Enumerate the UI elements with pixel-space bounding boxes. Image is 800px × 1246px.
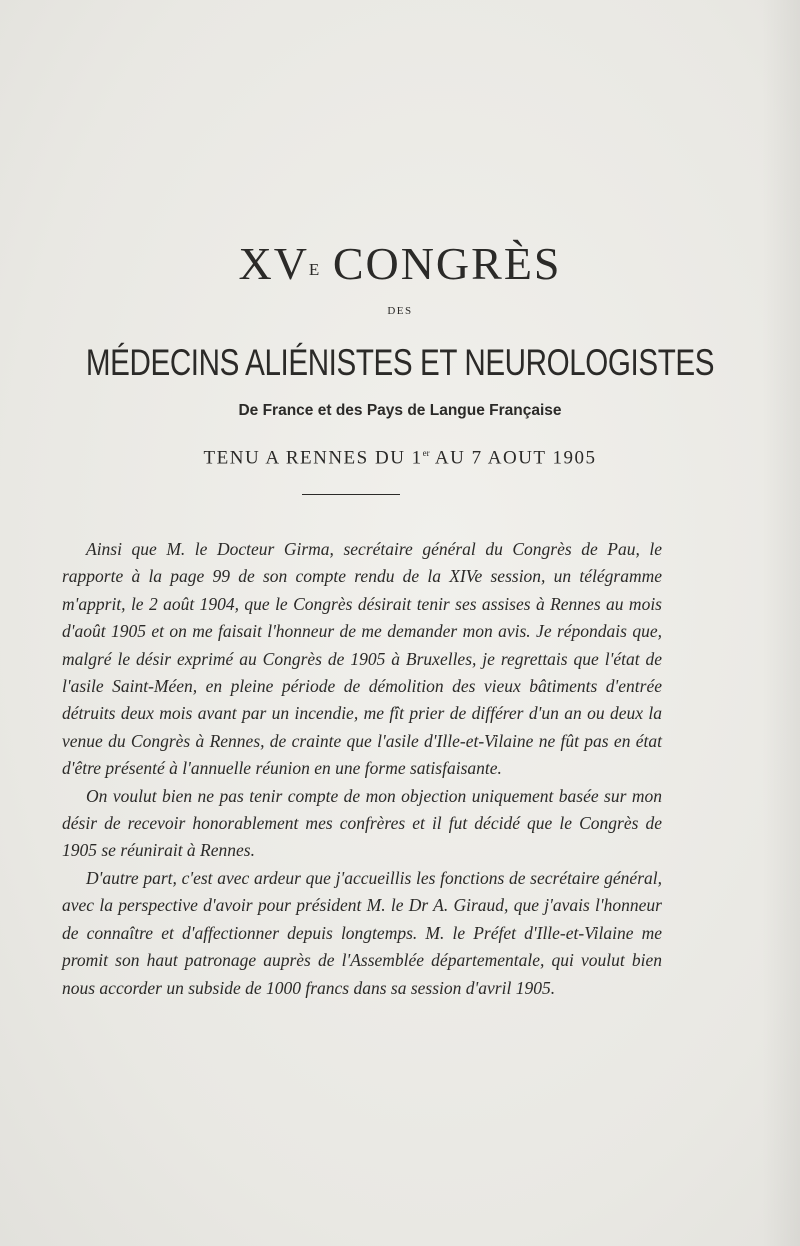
title-date-place [0, 440, 800, 471]
title-subject: MÉDECINS ALIÉNISTES ET NEUROLOGISTES [85, 342, 715, 383]
congress-numeral: XV [238, 238, 309, 289]
congress-title [0, 236, 800, 292]
page-edge-shadow [762, 0, 800, 1246]
title-divider [302, 494, 400, 495]
paragraph: On voulut bien ne pas tenir compte de mon objection uniquement basée sur mon désir de recevoir honorablement mes confrères et il fut décidé que le Congrès de 1905 se réunirait à Rennes. [62, 785, 662, 861]
tenu-prefix: TENU A RENNES DU 1 [203, 447, 423, 469]
body-text [62, 536, 662, 1002]
congress-word: CONGRÈS [332, 238, 562, 289]
congress-numeral-suffix: E [308, 260, 320, 279]
paragraph: Ainsi que M. le Docteur Girma, secrétaire général du Congrès de Pau, le rapporte à la page 99 de son compte rendu de la XIVe session, un télégramme m'apprit, le 2 août 1904, que le Congrès désirait tenir ses assises à Rennes au mois d'août 1905 et on me faisait l'honneur de me demander mon avis. Je répondais que, malgré le désir exprimé au Congrès de 1905 à Bruxelles, je regrettais que l'état de l'asile Saint-Méen, en pleine période de démolition des vieux bâtiments d'entrée détruits deux mois avant par un incendie, me fît prier de différer d'un an ou deux la venue du Congrès à Rennes, de crainte que l'asile d'Ille-et-Vilaine ne fût pas en état d'être présenté à l'annuelle réunion en une forme satisfaisante. [62, 539, 662, 779]
tenu-suffix: AU 7 AOUT 1905 [429, 447, 597, 469]
paragraph: D'autre part, c'est avec ardeur que j'accueillis les fonctions de secrétaire général, avec la perspective d'avoir pour président M. le Dr A. Giraud, que j'avais l'honneur de connaître et d'affectionner depuis longtemps. M. le Préfet d'Ille-et-Vilaine me promit son haut patronage auprès de l'Assemblée départementale, qui voulut bien nous accorder un subside de 1000 francs dans sa session d'avril 1905. [62, 867, 662, 998]
title-des: DES [387, 305, 413, 317]
title-region: De France et des Pays de Langue Française [238, 402, 562, 419]
tenu-sup: er [422, 448, 430, 458]
